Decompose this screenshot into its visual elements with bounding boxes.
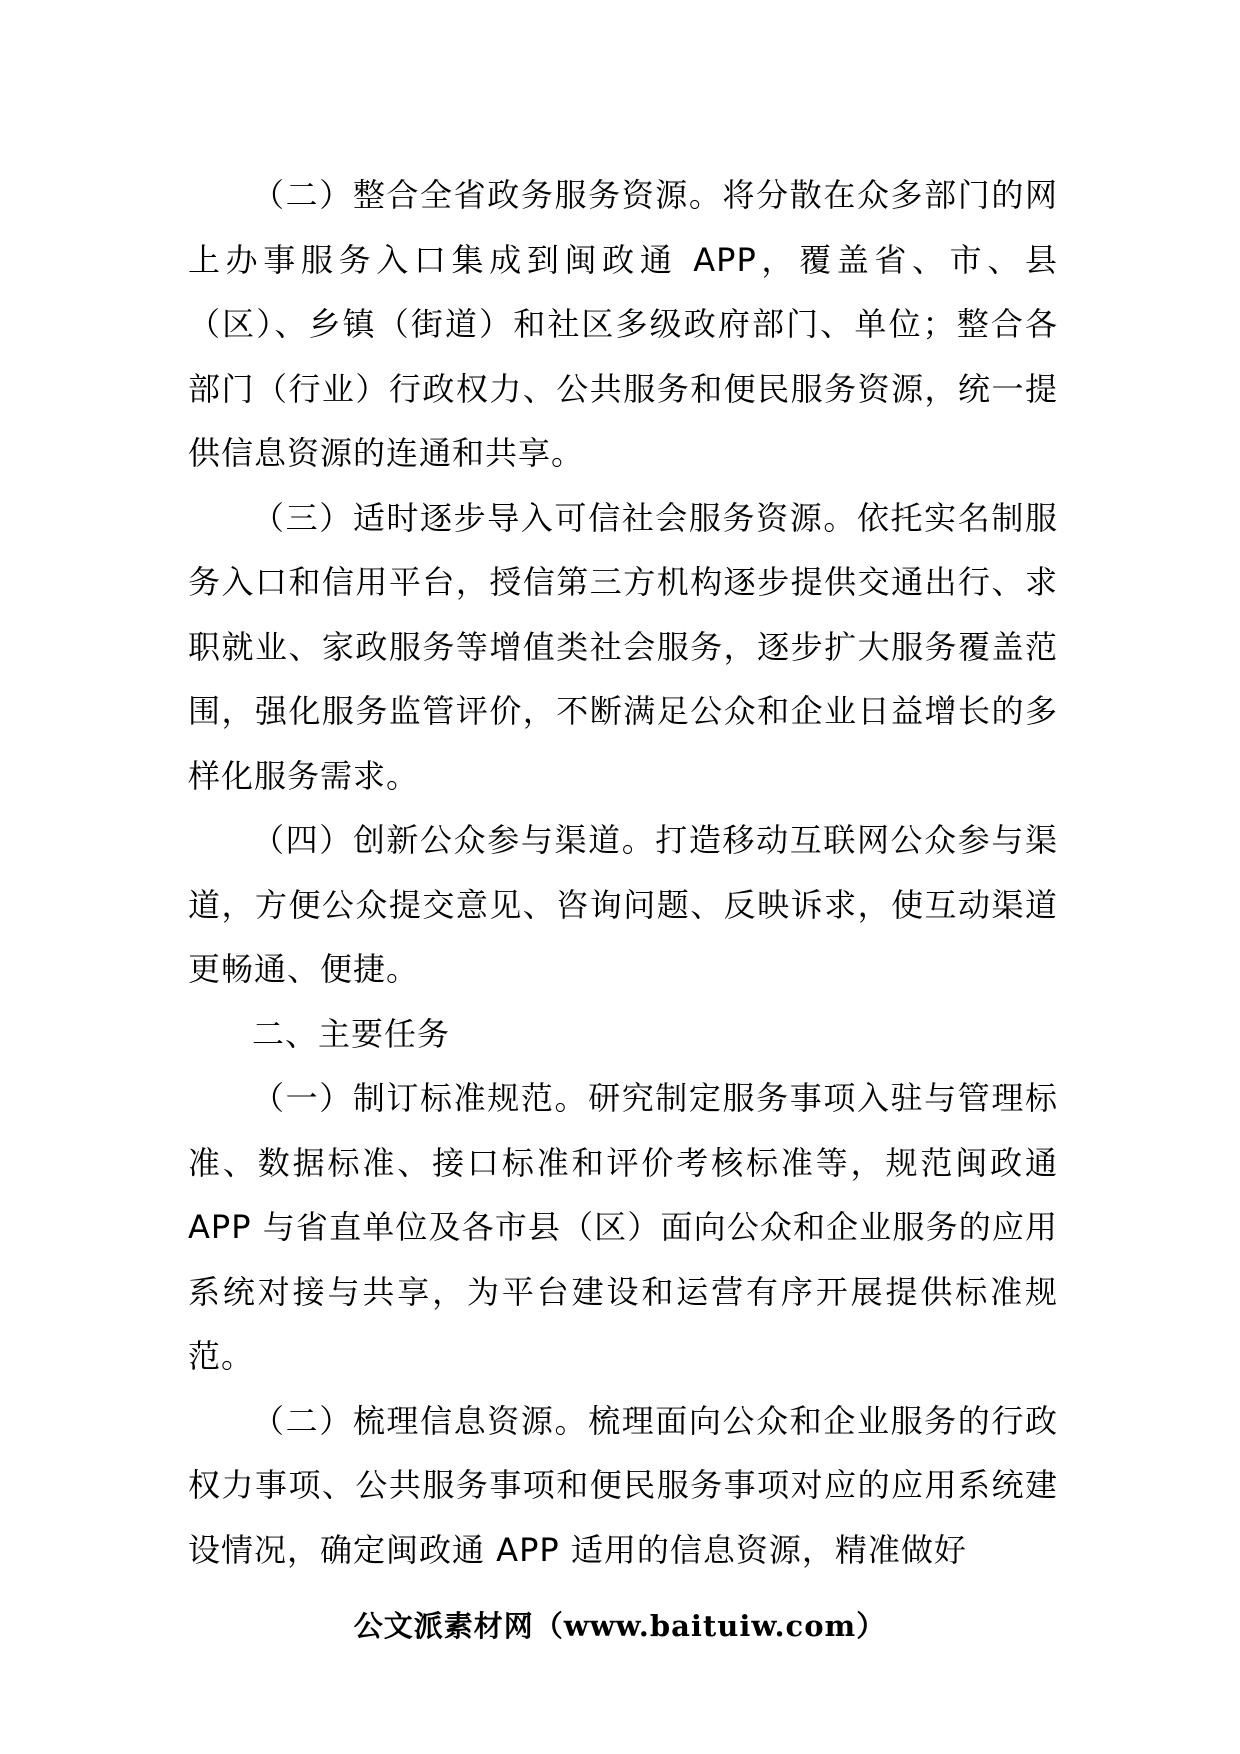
paragraph-integrate-resources: （二）整合全省政务服务资源。将分散在众多部门的网上办事服务入口集成到闽政通 APP，覆盖省、市、县（区）、乡镇（街道）和社区多级政府部门、单位；整合各部门（行业）行政权力、公共服务和便民服务资源，统一提供信息资源的连通和共享。 bbox=[188, 176, 1058, 472]
paragraph-social-services: （三）适时逐步导入可信社会服务资源。依托实名制服务入口和信用平台，授信第三方机构逐步提供交通出行、求职就业、家政服务等增值类社会服务，逐步扩大服务覆盖范围，强化服务监管评价，不断满足公众和企业日益增长的多样化服务需求。 bbox=[188, 498, 1058, 795]
paragraph-standards: （一）制订标准规范。研究制定服务事项入驻与管理标准、数据标准、接口标准和评价考核标准等，规范闽政通 APP 与省直单位及各市县（区）面向公众和企业服务的应用系统对接与共享，为平台建设和运营有序开展提供标准规范。 bbox=[188, 1079, 1058, 1375]
document-body bbox=[188, 163, 1058, 1582]
paragraph-public-participation: （四）创新公众参与渠道。打造移动互联网公众参与渠道，方便公众提交意见、咨询问题、反映诉求，使互动渠道更畅通、便捷。 bbox=[188, 821, 1058, 988]
footer-watermark: 公文派素材网（www.baituiw.com） bbox=[353, 1609, 887, 1643]
section-heading-main-tasks: 二、主要任务 bbox=[252, 1014, 451, 1053]
paragraph-information-resources: （二）梳理信息资源。梳理面向公众和企业服务的行政权力事项、公共服务事项和便民服务事项对应的应用系统建设情况，确定闽政通 APP 适用的信息资源，精准做好 bbox=[188, 1401, 1058, 1569]
